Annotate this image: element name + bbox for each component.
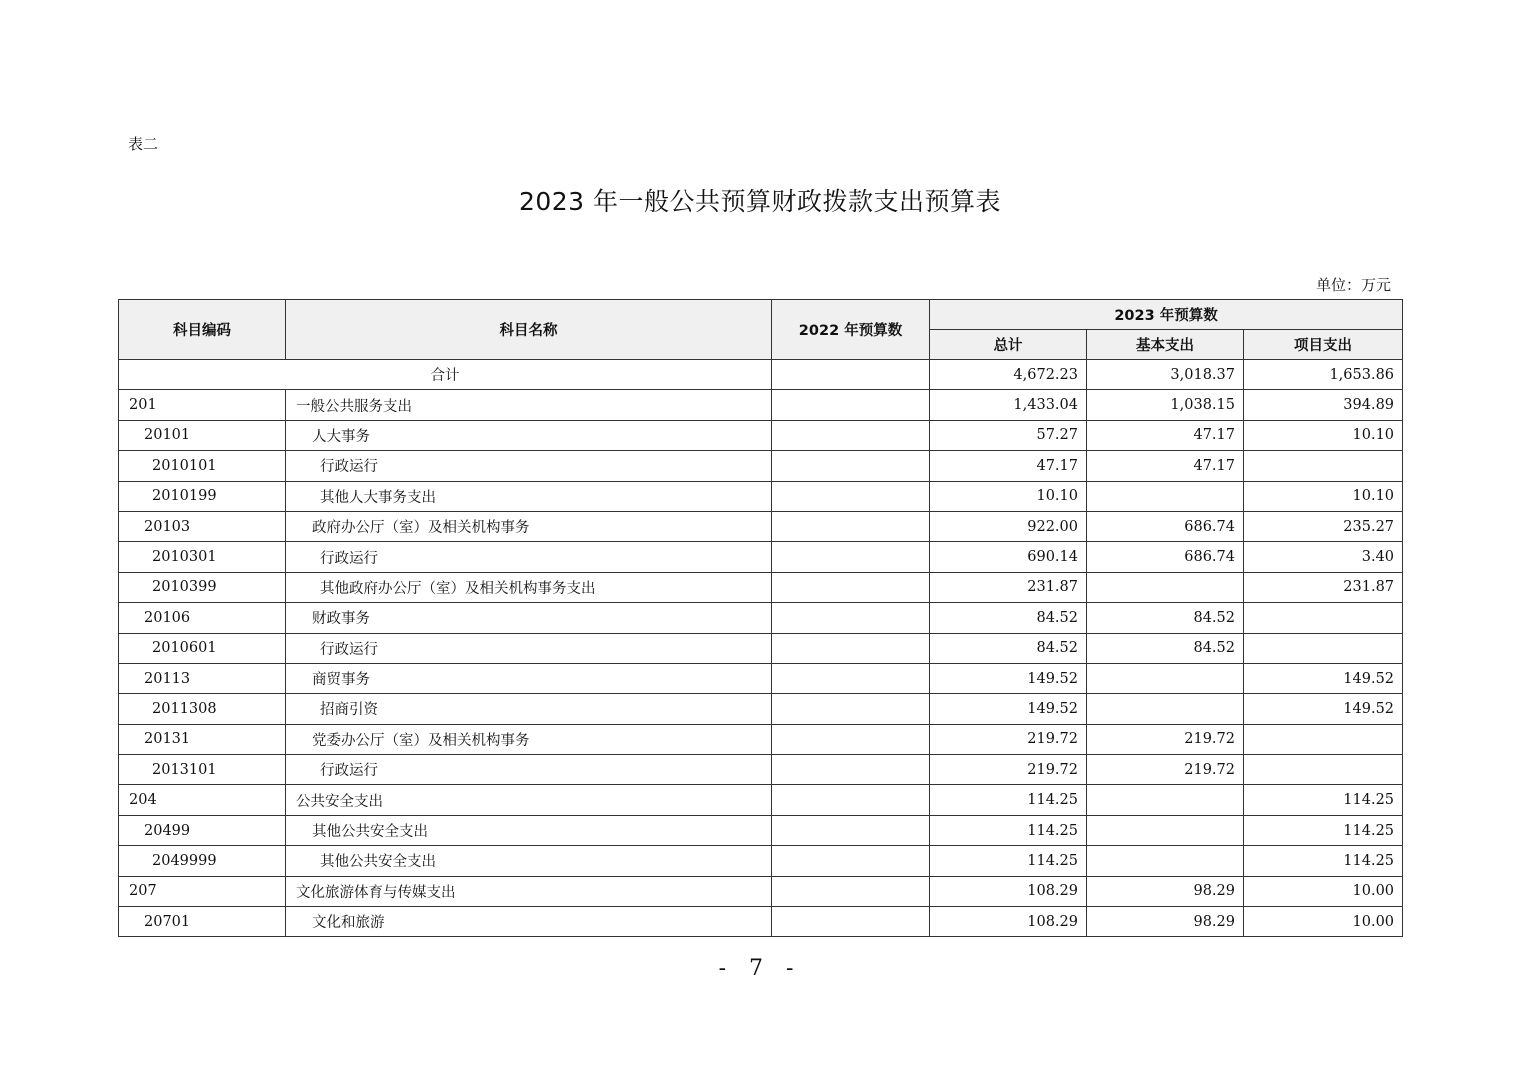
column-header-name: 科目名称 [286,300,772,360]
cell-code: 20131 [119,724,286,754]
cell-basic: 98.29 [1087,876,1244,906]
cell-name: 其他政府办公厅（室）及相关机构事务支出 [286,572,772,602]
cell-basic: 686.74 [1087,511,1244,541]
table-label: 表二 [128,135,159,153]
cell-basic [1087,572,1244,602]
cell-name: 财政事务 [286,603,772,633]
cell-prev-budget [772,846,930,876]
cell-name: 文化和旅游 [286,907,772,937]
cell-prev-budget [772,633,930,663]
cell-project: 10.10 [1244,420,1403,450]
cell-prev-budget [772,724,930,754]
cell-project: 394.89 [1244,390,1403,420]
table-row [119,572,1403,602]
table-row [119,511,1403,541]
table-row [119,785,1403,815]
cell-code: 20103 [119,511,286,541]
cell-name: 行政运行 [286,542,772,572]
cell-project [1244,724,1403,754]
cell-prev-budget [772,785,930,815]
cell-total: 84.52 [930,603,1087,633]
cell-code: 201 [119,390,286,420]
page-title: 2023 年一般公共预算财政拨款支出预算表 [518,187,1002,216]
cell-name: 行政运行 [286,633,772,663]
cell-name: 一般公共服务支出 [286,390,772,420]
cell-name: 其他人大事务支出 [286,481,772,511]
cell-name: 人大事务 [286,420,772,450]
table-row [119,876,1403,906]
table-row [119,451,1403,481]
cell-project: 114.25 [1244,846,1403,876]
cell-basic: 686.74 [1087,542,1244,572]
summary-prev [772,360,930,390]
cell-project: 3.40 [1244,542,1403,572]
cell-total: 231.87 [930,572,1087,602]
cell-basic [1087,785,1244,815]
cell-prev-budget [772,572,930,602]
cell-basic [1087,481,1244,511]
table-row [119,694,1403,724]
cell-project: 10.00 [1244,876,1403,906]
cell-basic: 47.17 [1087,420,1244,450]
cell-code: 20113 [119,663,286,693]
cell-project [1244,755,1403,785]
table-row [119,663,1403,693]
cell-basic [1087,815,1244,845]
column-header-prev-budget: 2022 年预算数 [772,300,930,360]
cell-total: 47.17 [930,451,1087,481]
cell-code: 2011308 [119,694,286,724]
cell-total: 10.10 [930,481,1087,511]
cell-prev-budget [772,481,930,511]
cell-total: 1,433.04 [930,390,1087,420]
cell-prev-budget [772,390,930,420]
cell-basic [1087,694,1244,724]
cell-prev-budget [772,663,930,693]
cell-total: 922.00 [930,511,1087,541]
cell-total: 219.72 [930,755,1087,785]
cell-basic: 219.72 [1087,724,1244,754]
cell-project: 235.27 [1244,511,1403,541]
table-row [119,724,1403,754]
cell-code: 207 [119,876,286,906]
column-header-code: 科目编码 [119,300,286,360]
cell-prev-budget [772,907,930,937]
table-row [119,542,1403,572]
cell-total: 114.25 [930,815,1087,845]
cell-prev-budget [772,542,930,572]
summary-project: 1,653.86 [1244,360,1403,390]
cell-basic [1087,663,1244,693]
cell-name: 文化旅游体育与传媒支出 [286,876,772,906]
cell-prev-budget [772,694,930,724]
cell-project [1244,451,1403,481]
cell-project: 114.25 [1244,785,1403,815]
cell-prev-budget [772,420,930,450]
cell-basic: 47.17 [1087,451,1244,481]
cell-name: 商贸事务 [286,663,772,693]
cell-total: 57.27 [930,420,1087,450]
cell-prev-budget [772,876,930,906]
table-row [119,846,1403,876]
column-header-current-budget: 2023 年预算数 [930,300,1403,330]
cell-prev-budget [772,451,930,481]
cell-prev-budget [772,815,930,845]
page-number: - 7 - [718,956,802,981]
cell-code: 20101 [119,420,286,450]
column-header-basic: 基本支出 [1087,330,1244,360]
cell-project [1244,633,1403,663]
cell-basic: 84.52 [1087,603,1244,633]
cell-project: 231.87 [1244,572,1403,602]
cell-name: 行政运行 [286,755,772,785]
cell-total: 114.25 [930,846,1087,876]
cell-total: 219.72 [930,724,1087,754]
summary-label: 合计 [119,360,772,390]
cell-code: 20499 [119,815,286,845]
cell-code: 20106 [119,603,286,633]
cell-name: 政府办公厅（室）及相关机构事务 [286,511,772,541]
cell-prev-budget [772,603,930,633]
cell-name: 其他公共安全支出 [286,846,772,876]
table-row [119,815,1403,845]
cell-name: 其他公共安全支出 [286,815,772,845]
table-body [119,360,1403,937]
budget-table [118,299,1403,937]
cell-total: 114.25 [930,785,1087,815]
cell-code: 2010301 [119,542,286,572]
cell-code: 2013101 [119,755,286,785]
cell-total: 108.29 [930,876,1087,906]
table-row [119,907,1403,937]
cell-project: 149.52 [1244,694,1403,724]
cell-project: 149.52 [1244,663,1403,693]
cell-prev-budget [772,755,930,785]
table-row [119,755,1403,785]
cell-code: 2010101 [119,451,286,481]
cell-total: 108.29 [930,907,1087,937]
cell-basic: 219.72 [1087,755,1244,785]
cell-total: 690.14 [930,542,1087,572]
cell-total: 149.52 [930,694,1087,724]
unit-label: 单位：万元 [1315,276,1391,294]
cell-name: 行政运行 [286,451,772,481]
cell-code: 2010601 [119,633,286,663]
cell-name: 公共安全支出 [286,785,772,815]
cell-name: 党委办公厅（室）及相关机构事务 [286,724,772,754]
cell-prev-budget [772,511,930,541]
summary-total: 4,672.23 [930,360,1087,390]
cell-project [1244,603,1403,633]
cell-basic: 84.52 [1087,633,1244,663]
summary-basic: 3,018.37 [1087,360,1244,390]
cell-code: 2049999 [119,846,286,876]
column-header-project: 项目支出 [1244,330,1403,360]
cell-code: 20701 [119,907,286,937]
cell-basic [1087,846,1244,876]
cell-code: 204 [119,785,286,815]
cell-code: 2010399 [119,572,286,602]
column-header-total: 总计 [930,330,1087,360]
cell-project: 114.25 [1244,815,1403,845]
cell-basic: 98.29 [1087,907,1244,937]
cell-total: 84.52 [930,633,1087,663]
cell-project: 10.00 [1244,907,1403,937]
table-row [119,420,1403,450]
table-row [119,390,1403,420]
cell-code: 2010199 [119,481,286,511]
cell-basic: 1,038.15 [1087,390,1244,420]
cell-name: 招商引资 [286,694,772,724]
summary-row [119,360,1403,390]
table-header [119,300,1403,360]
table-row [119,603,1403,633]
table-row [119,481,1403,511]
cell-project: 10.10 [1244,481,1403,511]
table-row [119,633,1403,663]
cell-total: 149.52 [930,663,1087,693]
